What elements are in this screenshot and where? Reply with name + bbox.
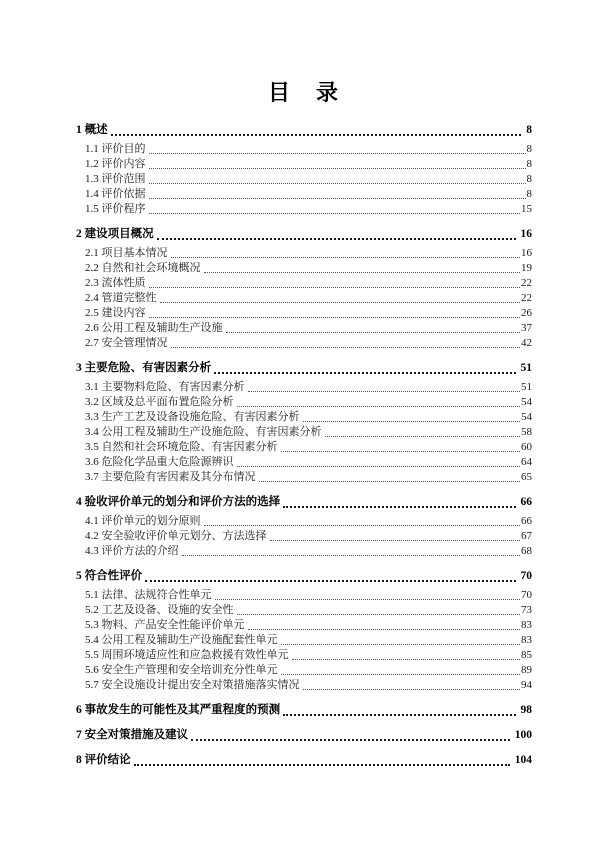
toc-section-entry-page-number: 51 xyxy=(521,381,532,393)
toc-section-entry-label: 2.7 安全管理情况 xyxy=(85,337,168,349)
dot-leader xyxy=(204,525,521,526)
toc-section-entry-page-number: 8 xyxy=(526,173,532,185)
toc-section-entry xyxy=(76,648,532,663)
table-of-contents xyxy=(76,123,532,768)
toc-chapter-entry xyxy=(76,753,532,768)
toc-section-entry-page-number: 22 xyxy=(521,292,532,304)
toc-chapter-entry xyxy=(76,227,532,242)
dot-leader xyxy=(214,372,515,374)
toc-chapter-entry-page-number: 66 xyxy=(520,496,532,508)
toc-chapter-entry xyxy=(76,703,532,718)
dot-leader xyxy=(149,153,526,154)
dot-leader xyxy=(149,213,521,214)
dot-leader xyxy=(259,481,521,482)
dot-leader xyxy=(292,659,521,660)
toc-section-entry-label: 1.5 评价程序 xyxy=(85,203,146,215)
toc-section-entry xyxy=(76,663,532,678)
toc-section-entry-page-number: 83 xyxy=(521,619,532,631)
toc-section-entry xyxy=(76,306,532,321)
toc-section-entry-label: 5.3 物料、产品安全性能评价单元 xyxy=(85,619,245,631)
toc-section-entry-page-number: 68 xyxy=(521,545,532,557)
toc-section-entry-page-number: 60 xyxy=(521,441,532,453)
dot-leader xyxy=(191,739,510,741)
toc-section-entry-label: 5.6 安全生产管理和安全培训充分性单元 xyxy=(85,664,278,676)
dot-leader xyxy=(171,347,521,348)
dot-leader xyxy=(226,332,521,333)
dot-leader xyxy=(149,183,526,184)
toc-section-entry-page-number: 42 xyxy=(521,337,532,349)
toc-chapter-entry-label: 1 概述 xyxy=(76,124,108,136)
toc-section-entry xyxy=(76,261,532,276)
dot-leader xyxy=(303,421,521,422)
toc-section-entry-label: 3.6 危险化学品重大危险源辨识 xyxy=(85,456,234,468)
toc-section-entry xyxy=(76,395,532,410)
toc-chapter-entry-page-number: 8 xyxy=(526,124,532,136)
toc-section-entry xyxy=(76,336,532,351)
toc-chapter-entry-page-number: 70 xyxy=(520,570,532,582)
toc-chapter-entry xyxy=(76,123,532,138)
toc-chapter-entry-page-number: 100 xyxy=(514,729,532,741)
toc-chapter-entry-page-number: 104 xyxy=(514,754,532,766)
toc-chapter-entry xyxy=(76,728,532,743)
toc-section-entry-page-number: 83 xyxy=(521,634,532,646)
dot-leader xyxy=(204,272,521,273)
toc-section-entry-page-number: 65 xyxy=(521,471,532,483)
toc-section-entry xyxy=(76,172,532,187)
toc-section-entry xyxy=(76,291,532,306)
toc-section-entry-page-number: 26 xyxy=(521,307,532,319)
toc-section-entry xyxy=(76,157,532,172)
dot-leader xyxy=(270,540,521,541)
toc-section-entry-label: 1.2 评价内容 xyxy=(85,158,146,170)
toc-section-entry xyxy=(76,633,532,648)
toc-chapter-entry-label: 4 验收评价单元的划分和评价方法的选择 xyxy=(76,496,281,508)
toc-section-entry-label: 2.2 自然和社会环境概况 xyxy=(85,262,201,274)
toc-section-entry xyxy=(76,142,532,157)
toc-section-entry-label: 5.2 工艺及设备、设施的安全性 xyxy=(85,604,234,616)
toc-chapter-entry-page-number: 16 xyxy=(520,228,532,240)
toc-section-entry xyxy=(76,588,532,603)
toc-section-entry xyxy=(76,514,532,529)
toc-section-entry-label: 3.7 主要危险有害因素及其分布情况 xyxy=(85,471,256,483)
toc-chapter-entry-label: 7 安全对策措施及建议 xyxy=(76,729,189,741)
dot-leader xyxy=(248,391,521,392)
toc-section-entry xyxy=(76,544,532,559)
toc-section-entry-page-number: 85 xyxy=(521,649,532,661)
toc-section-entry-label: 3.3 生产工艺及设备设施危险、有害因素分析 xyxy=(85,411,300,423)
toc-section-entry-label: 5.7 安全设施设计提出安全对策措施落实情况 xyxy=(85,679,300,691)
dot-leader xyxy=(303,689,521,690)
dot-leader xyxy=(237,614,521,615)
toc-section-entry xyxy=(76,246,532,261)
toc-section-entry xyxy=(76,470,532,485)
dot-leader xyxy=(215,599,521,600)
toc-section-entry-page-number: 37 xyxy=(521,322,532,334)
toc-section-entry xyxy=(76,321,532,336)
toc-chapter-entry xyxy=(76,361,532,376)
dot-leader xyxy=(171,257,521,258)
toc-section-entry-page-number: 8 xyxy=(526,158,532,170)
toc-section-entry xyxy=(76,410,532,425)
dot-leader xyxy=(157,238,516,240)
toc-section-entry-label: 5.1 法律、法规符合性单元 xyxy=(85,589,212,601)
toc-section-entry-page-number: 58 xyxy=(521,426,532,438)
toc-section-entry xyxy=(76,618,532,633)
toc-section-entry-label: 2.5 建设内容 xyxy=(85,307,146,319)
toc-section-entry-page-number: 16 xyxy=(521,247,532,259)
dot-leader xyxy=(111,134,522,136)
toc-chapter-entry-page-number: 51 xyxy=(520,362,532,374)
toc-section-entry xyxy=(76,678,532,693)
toc-section-entry xyxy=(76,187,532,202)
toc-section-entry-label: 1.4 评价依据 xyxy=(85,188,146,200)
dot-leader xyxy=(237,466,521,467)
toc-section-entry-page-number: 54 xyxy=(521,411,532,423)
toc-section-entry-page-number: 8 xyxy=(526,143,532,155)
toc-section-entry-page-number: 66 xyxy=(521,515,532,527)
dot-leader xyxy=(149,287,521,288)
toc-chapter-entry-label: 8 评价结论 xyxy=(76,754,131,766)
toc-chapter-entry xyxy=(76,495,532,510)
toc-section-entry-label: 2.3 流体性质 xyxy=(85,277,146,289)
toc-section-entry-page-number: 15 xyxy=(521,203,532,215)
toc-section-entry xyxy=(76,529,532,544)
dot-leader xyxy=(283,506,515,508)
dot-leader xyxy=(149,198,526,199)
toc-section-entry xyxy=(76,440,532,455)
toc-section-entry xyxy=(76,425,532,440)
toc-section-entry-page-number: 64 xyxy=(521,456,532,468)
toc-chapter-entry-label: 5 符合性评价 xyxy=(76,570,143,582)
toc-section-entry-label: 1.1 评价目的 xyxy=(85,143,146,155)
toc-section-entry-label: 5.4 公用工程及辅助生产设施配套性单元 xyxy=(85,634,278,646)
dot-leader xyxy=(182,555,521,556)
toc-section-entry-label: 4.3 评价方法的介绍 xyxy=(85,545,179,557)
toc-section-entry-label: 2.1 项目基本情况 xyxy=(85,247,168,259)
toc-section-entry-page-number: 22 xyxy=(521,277,532,289)
toc-section-entry xyxy=(76,380,532,395)
toc-section-entry xyxy=(76,276,532,291)
toc-section-entry-label: 2.4 管道完整性 xyxy=(85,292,157,304)
toc-section-entry-label: 3.5 自然和社会环境危险、有害因素分析 xyxy=(85,441,278,453)
dot-leader xyxy=(325,436,521,437)
dot-leader xyxy=(134,764,510,766)
toc-section-entry-page-number: 89 xyxy=(521,664,532,676)
toc-section-entry-page-number: 19 xyxy=(521,262,532,274)
dot-leader xyxy=(160,302,521,303)
toc-section-entry xyxy=(76,455,532,470)
toc-section-entry xyxy=(76,202,532,217)
toc-section-entry-page-number: 70 xyxy=(521,589,532,601)
toc-section-entry-label: 5.5 周围环境适应性和应急救援有效性单元 xyxy=(85,649,289,661)
toc-section-entry xyxy=(76,603,532,618)
toc-section-entry-page-number: 73 xyxy=(521,604,532,616)
dot-leader xyxy=(145,580,515,582)
toc-section-entry-label: 4.2 安全验收评价单元划分、方法选择 xyxy=(85,530,267,542)
toc-section-entry-label: 3.1 主要物料危险、有害因素分析 xyxy=(85,381,245,393)
toc-section-entry-page-number: 67 xyxy=(521,530,532,542)
toc-section-entry-page-number: 94 xyxy=(521,679,532,691)
toc-section-entry-label: 3.2 区域及总平面布置危险分析 xyxy=(85,396,234,408)
toc-section-entry-label: 4.1 评价单元的划分原则 xyxy=(85,515,201,527)
toc-section-entry-label: 1.3 评价范围 xyxy=(85,173,146,185)
dot-leader xyxy=(248,629,521,630)
dot-leader xyxy=(237,406,521,407)
dot-leader xyxy=(283,714,515,716)
toc-section-entry-page-number: 8 xyxy=(526,188,532,200)
dot-leader xyxy=(281,644,521,645)
toc-chapter-entry-label: 6 事故发生的可能性及其严重程度的预测 xyxy=(76,704,281,716)
dot-leader xyxy=(281,451,521,452)
toc-section-entry-label: 3.4 公用工程及辅助生产设施危险、有害因素分析 xyxy=(85,426,322,438)
toc-chapter-entry xyxy=(76,569,532,584)
dot-leader xyxy=(149,317,521,318)
page-title: 目 录 xyxy=(267,80,340,105)
toc-chapter-entry-label: 2 建设项目概况 xyxy=(76,228,154,240)
toc-chapter-entry-label: 3 主要危险、有害因素分析 xyxy=(76,362,212,374)
toc-chapter-entry-page-number: 98 xyxy=(520,704,532,716)
dot-leader xyxy=(281,674,521,675)
toc-section-entry-label: 2.6 公用工程及辅助生产设施 xyxy=(85,322,223,334)
dot-leader xyxy=(149,168,526,169)
toc-section-entry-page-number: 54 xyxy=(521,396,532,408)
